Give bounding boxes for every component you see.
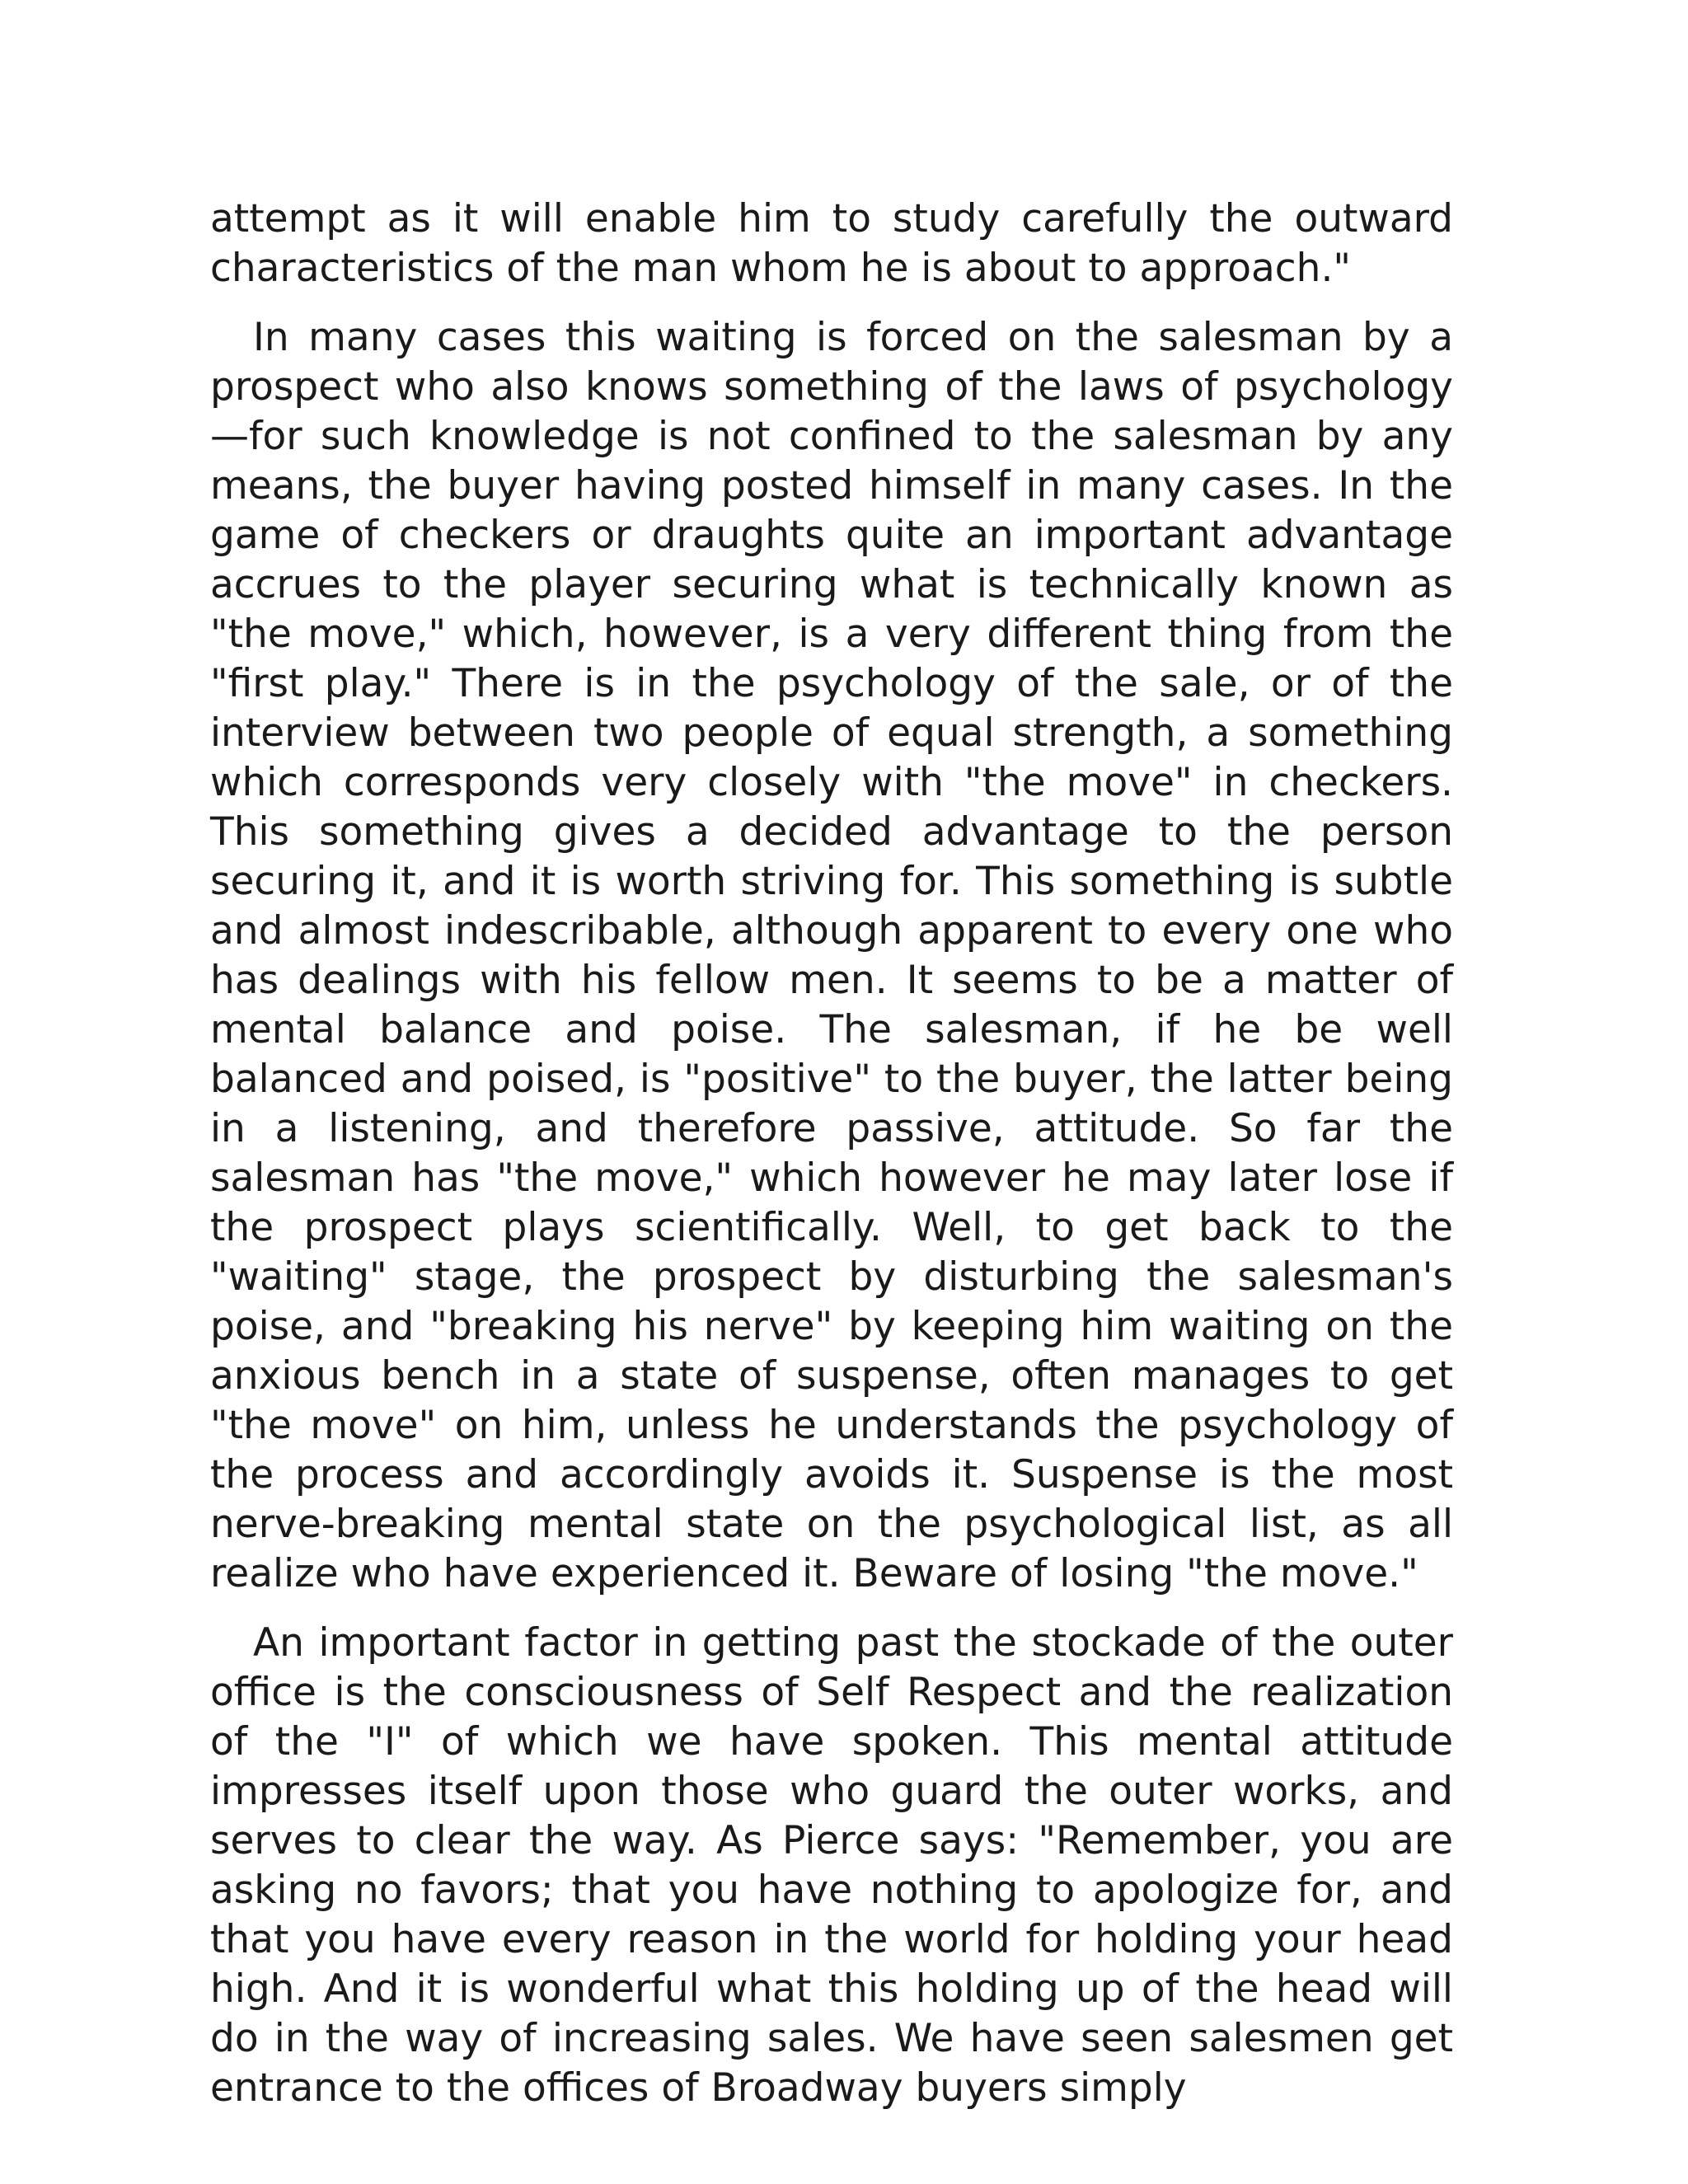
book-page bbox=[210, 194, 1453, 2113]
paragraph-self-respect: An important factor in getting past the stockade of the outer office is the consciousness of Self Respect and the realization of the "I" of which we have spoken. This mental attitude impresses itself upon those who guard the outer works, and serves to clear the way. As Pierce says: "Remember, you are asking no favors; that you have nothing to apologize for, and that you have every reason in the world for holding your head high. And it is wonderful what this holding up of the head will do in the way of increasing sales. We have seen salesmen get entrance to the offices of Broadway buyers simply bbox=[210, 1620, 1453, 2111]
paragraph-waiting-the-move: In many cases this waiting is forced on the salesman by a prospect who also knows something of the laws of psychology—for such knowledge is not confined to the salesman by any means, the buyer having posted himself in many cases. In the game of checkers or draughts quite an important advantage accrues to the player securing what is technically known as "the move," which, however, is a very different thing from the "first play." There is in the psychology of the sale, or of the interview between two people of equal strength, a something which corresponds very closely with "the move" in checkers. This something gives a decided advantage to the person securing it, and it is worth striving for. This something is subtle and almost indescribable, although apparent to every one who has dealings with his fellow men. It seems to be a matter of mental balance and poise. The salesman, if he be well balanced and poised, is "positive" to the buyer, the latter being in a listening, and therefore passive, attitude. So far the salesman has "the move," which however he may later lose if the prospect plays scientifically. Well, to get back to the "waiting" stage, the prospect by disturbing the salesman's poise, and "breaking his nerve" by keeping him waiting on the anxious bench in a state of suspense, often manages to get "the move" on him, unless he understands the psychology of the process and accordingly avoids it. Suspense is the most nerve-breaking mental state on the psychological list, as all realize who have experienced it. Beware of losing "the move." bbox=[210, 315, 1453, 1596]
paragraph-continuation: attempt as it will enable him to study carefully the outward characteristics of the man whom he is about to approach." bbox=[210, 196, 1453, 291]
